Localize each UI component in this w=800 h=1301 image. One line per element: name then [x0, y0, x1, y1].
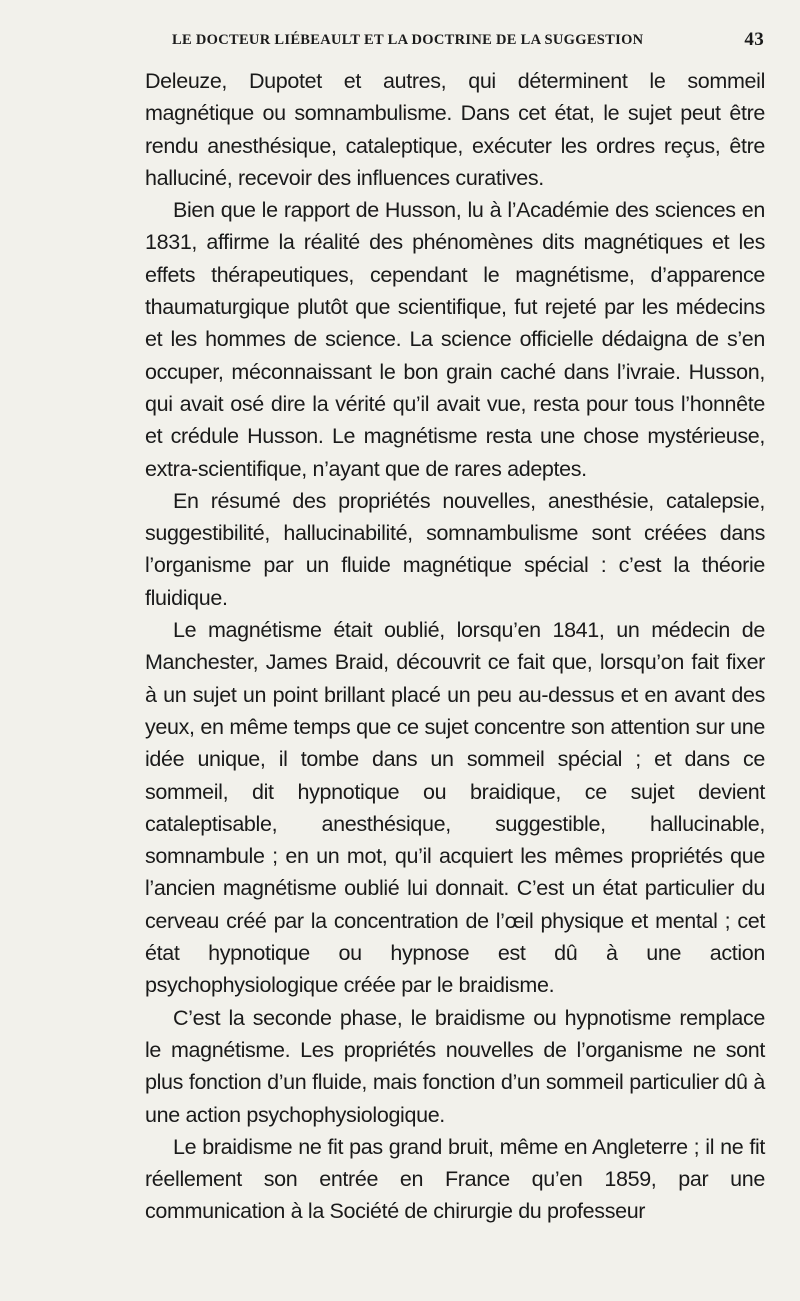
running-title: LE DOCTEUR LIÉBEAULT ET LA DOCTRINE DE LA SUGGESTION [172, 32, 644, 48]
page-number: 43 [744, 29, 764, 50]
page-header [172, 29, 764, 56]
paragraph-fluid-theory: En résumé des propriétés nouvelles, anesthésie, catalepsie, suggestibilité, hallucinabilité, somnambulisme sont créées dans l’organisme par un fluide magnétique spécial : c’est la théorie fluidique. [145, 488, 765, 610]
body-text [145, 65, 765, 1228]
paragraph-second-phase: C’est la seconde phase, le braidisme ou hypnotisme remplace le magnétisme. Les propriétés nouvelles de l’organisme ne sont plus fonction d’un fluide, mais fonction d’un sommeil particulier dû à une action psychophysiologique. [145, 1005, 765, 1127]
paragraph-braid-discovery: Le magnétisme était oublié, lorsqu’en 1841, un médecin de Manchester, James Braid, découvrit ce fait que, lorsqu’on fait fixer à un sujet un point brillant placé un peu au-dessus et en avant des yeux, en même temps que ce sujet concentre son attention sur une idée unique, il tombe dans un sommeil spécial ; et dans ce sommeil, dit hypnotique ou braidique, ce sujet devient cataleptisable, anesthésique, suggestible, hallucinable, somnambule ; en un mot, qu’il acquiert les mêmes propriétés que l’ancien magnétisme oublié lui donnait. C’est un état particulier du cerveau créé par la concentration de l’œil physique et mental ; cet état hypnotique ou hypnose est dû à une action psychophysiologique créée par le braidisme. [145, 618, 765, 998]
paragraph-braidism-france: Le braidisme ne fit pas grand bruit, même en Angleterre ; il ne fit réellement son entrée en France qu’en 1859, par une communication à la Société de chirurgie du professeur [145, 1134, 765, 1224]
paragraph-husson-report: Bien que le rapport de Husson, lu à l’Académie des sciences en 1831, affirme la réalité des phénomènes dits magnétiques et les effets thérapeutiques, cependant le magnétisme, d’apparence thaumaturgique plutôt que scientifique, fut rejeté par les médecins et les hommes de science. La science officielle dédaigna de s’en occuper, méconnaissant le bon grain caché dans l’ivraie. Husson, qui avait osé dire la vérité qu’il avait vue, resta pour tous l’honnête et crédule Husson. Le magnétisme resta une chose mystérieuse, extra-scientifique, n’ayant que de rares adeptes. [145, 198, 765, 481]
paragraph-continuation: Deleuze, Dupotet et autres, qui déterminent le sommeil magnétique ou somnambulisme. Dans cet état, le sujet peut être rendu anesthésique, cataleptique, exécuter les ordres reçus, être halluciné, recevoir des influences curatives. [145, 69, 765, 190]
